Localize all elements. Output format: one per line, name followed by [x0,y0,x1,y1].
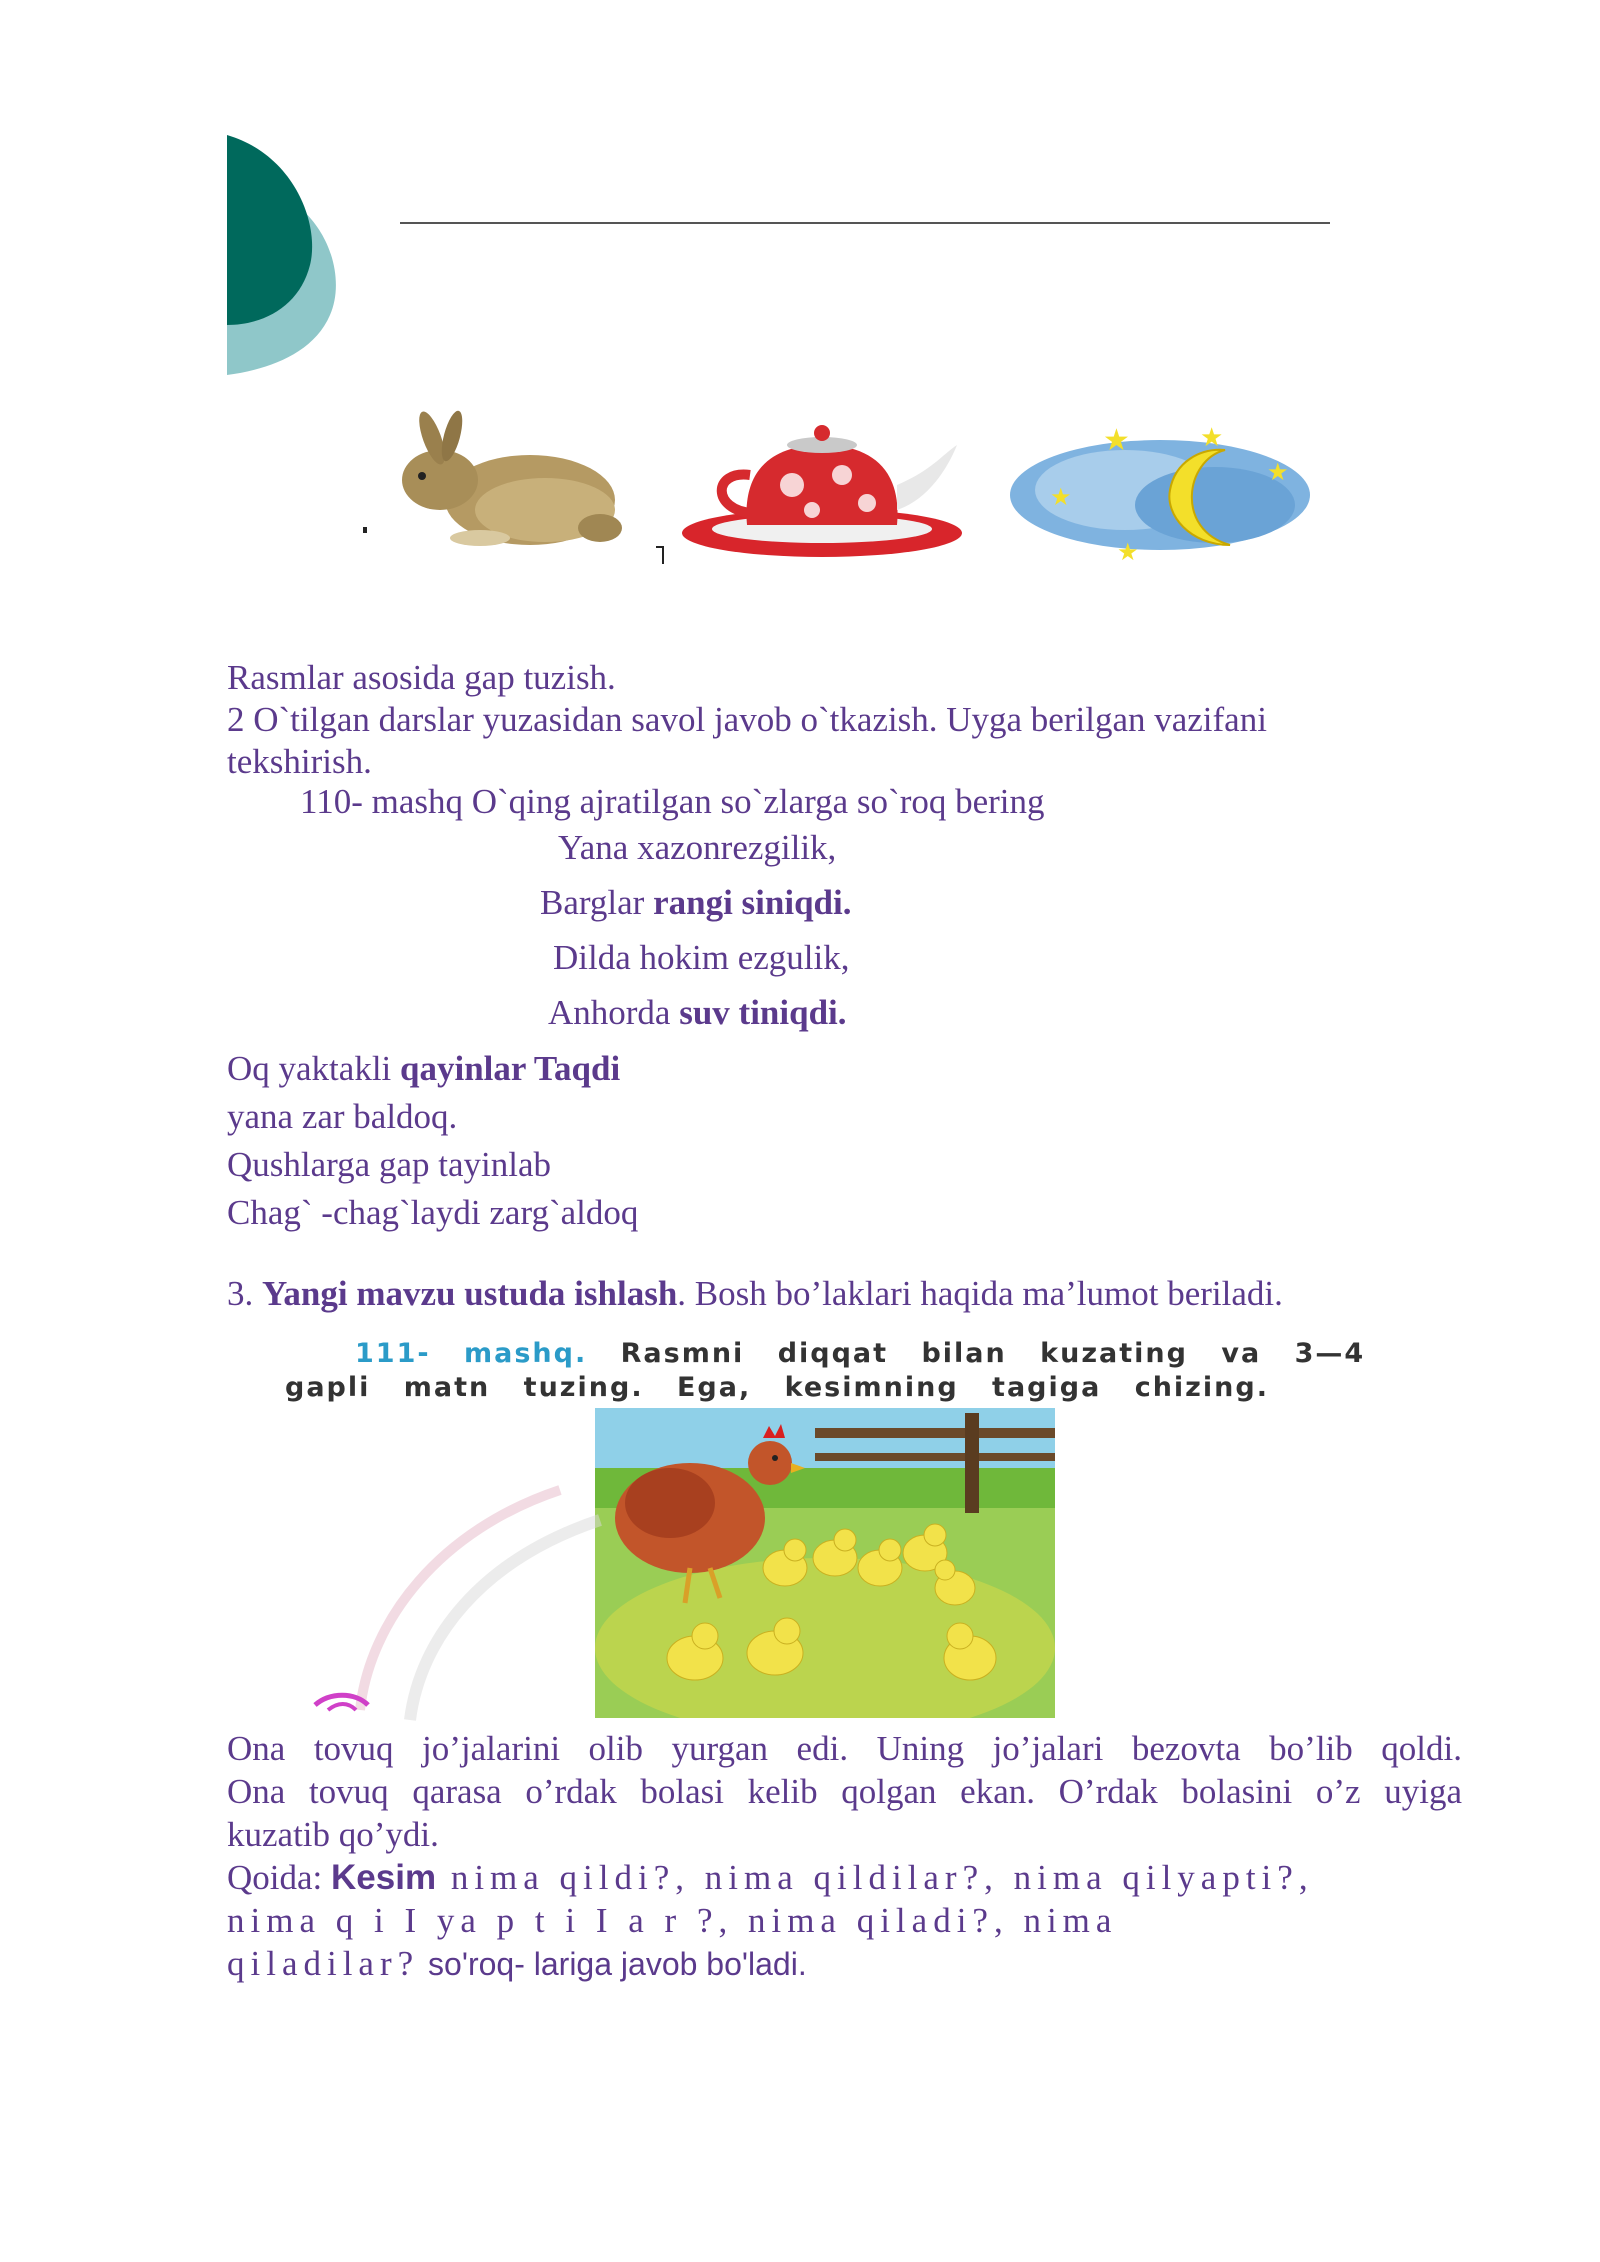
poem-line-5 [227,1047,620,1091]
exercise-111-number: 111- mashq. [355,1338,588,1369]
instruction-line-2: 2 O`tilgan darslar yuzasidan savol javob o`tkazish. Uyga berilgan vazifani [227,700,1267,739]
rule-line-3-rest: so'roq- lariga javob bo'ladi. [419,1946,807,1982]
exercise-110-heading: 110- mashq O`qing ajratilgan so`zlarga so`roq bering [300,782,1045,821]
poem-line-6: yana zar baldoq. [227,1097,458,1136]
svg-text:★: ★ [1267,458,1289,486]
rabbit-image [370,410,640,560]
poem-line-8: Chag` -chag`laydi zarg`aldoq [227,1193,639,1232]
rule-label: Qoida: [227,1858,332,1897]
rule-line-3-spaced: qiladilar? [227,1944,420,1983]
poem-line-2 [540,881,852,925]
section-3-number: 3. [227,1274,262,1313]
svg-text:★: ★ [1050,483,1072,511]
section-3-heading [227,1272,1283,1316]
instruction-line-3: tekshirish. [227,742,372,781]
rule-line-2: nima q i I ya p t i I a r ?, nima qiladi?, nima [227,1901,1118,1940]
poem-line-2-plain: Barglar [540,883,654,922]
story-line-3: kuzatib qo’ydi. [227,1815,439,1854]
instruction-line-1: Rasmlar asosida gap tuzish. [227,658,616,697]
poem-line-4-plain: Anhorda [548,993,680,1032]
bracket-mark [656,546,664,564]
poem-line-1: Yana xazonrezgilik, [558,828,837,867]
exercise-111-line-2: gapli matn tuzing. Ega, kesimning tagiga chizing. [285,1372,1269,1403]
poem-line-7: Qushlarga gap tayinlab [227,1145,551,1184]
hen-chicks-image [595,1408,1055,1718]
exercise-111-line-1 [355,1338,1505,1369]
rule-line-1 [227,1856,1314,1900]
watermark [300,1400,660,1730]
poem-line-4 [548,991,847,1035]
section-3-rest: . Bosh bo’laklari haqida ma’lumot beriladi. [677,1274,1283,1313]
header-rule [400,222,1330,224]
story-line-2: Ona tovuq qarasa o’rdak bolasi kelib qolgan ekan. O’rdak bolasini o’z uyiga [227,1772,1462,1811]
header-decoration [225,130,345,380]
rule-line-3 [227,1942,807,1986]
svg-text:★: ★ [1117,538,1139,566]
poem-line-3: Dilda hokim ezgulik, [553,938,850,977]
svg-text:★: ★ [1103,423,1130,458]
svg-text:★: ★ [1200,423,1224,453]
poem-line-5-plain: Oq yaktakli [227,1049,401,1088]
rule-line-1-rest: nima qildi?, nima qildilar?, nima qilyapti?, [436,1858,1314,1897]
teapot-image [672,415,972,565]
bullet-mark [363,527,367,533]
poem-line-4-bold: suv tiniqdi. [679,993,847,1032]
poem-line-2-bold: rangi siniqdi. [653,883,852,922]
section-3-title: Yangi mavzu ustuda ishlash [262,1274,678,1313]
poem-line-5-bold: qayinlar Taqdi [400,1049,621,1088]
moon-stars-image [1005,420,1315,570]
story-line-1: Ona tovuq jo’jalarini olib yurgan edi. Uning jo’jalari bezovta bo’lib qoldi. [227,1729,1462,1768]
rule-term: Kesim [331,1858,437,1897]
exercise-111-text-1: Rasmni diqqat bilan kuzating va 3—4 [620,1338,1366,1369]
